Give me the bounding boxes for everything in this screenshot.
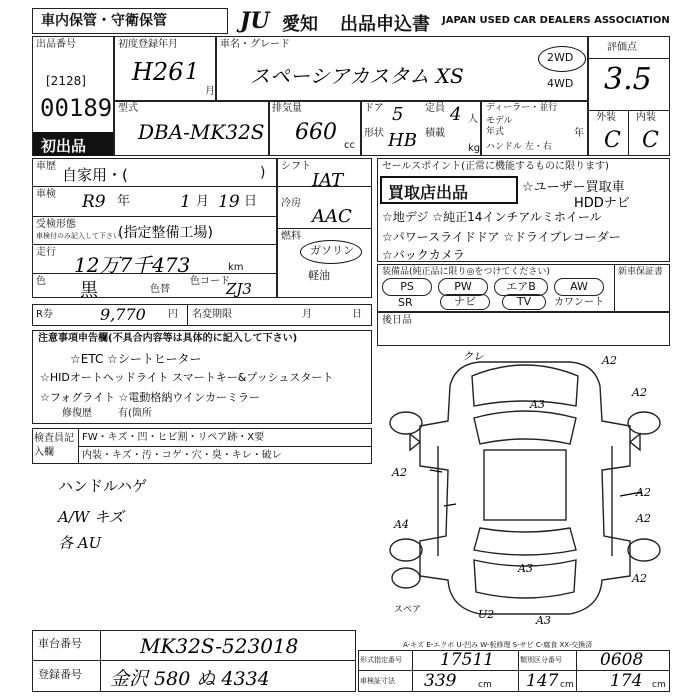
inspector-row-1: FW・キズ・凹・ヒビ割・リペア跡・X要: [82, 432, 265, 443]
receipt-note: 車検付のみ記入して下さい: [36, 232, 120, 240]
usage-close: ): [260, 165, 266, 181]
lot-number: 00189: [40, 94, 113, 122]
door-count: 5: [392, 104, 404, 125]
car-hood: [472, 365, 578, 406]
shift: IAT: [312, 170, 344, 191]
car-roof: [484, 450, 566, 520]
shift-label: シフト: [281, 161, 311, 172]
mark-rear-bumper-left: U2: [478, 608, 495, 621]
mark-front-left: クレ: [462, 350, 484, 363]
selling-point-4: ☆パワースライドドア ☆ドライブレコーダー: [382, 230, 621, 244]
inspection-day: 19: [218, 192, 240, 212]
displacement: 660: [295, 120, 337, 145]
grade-score: 3.5: [604, 62, 652, 97]
inspection-month-unit: 月: [196, 194, 210, 209]
mark-left-rear: A4: [394, 518, 409, 531]
exterior-grade: C: [604, 128, 621, 153]
year-unit: 年: [574, 128, 584, 139]
width-unit: cm: [560, 680, 574, 690]
inspection-year-unit: 年: [117, 194, 131, 209]
color-change-label: 色替: [150, 284, 170, 295]
color-code: ZJ3: [226, 280, 252, 298]
inspection-year: R9: [82, 192, 106, 212]
interior-label: 内装: [636, 112, 656, 123]
month-unit: 月: [205, 86, 215, 97]
load-unit: kg: [468, 143, 481, 154]
repair-label: 修復歴: [62, 408, 92, 419]
remark-line-2: ☆HIDオートヘッドライト スマートキー&プッシュスタート: [40, 371, 334, 384]
mark-rear-right-corner: A2: [632, 572, 647, 585]
equip-tv: TV: [502, 294, 546, 310]
plate-number: 金沢 580 ぬ 4334: [110, 668, 270, 690]
inspection-month: 1: [180, 192, 191, 212]
drive-4wd: 4WD: [547, 77, 574, 90]
spare-label: スペア: [394, 605, 422, 615]
mirror-right: [630, 434, 640, 450]
capacity: 4: [450, 104, 462, 125]
km-unit: km: [228, 262, 244, 273]
category-number: 0608: [600, 650, 644, 670]
interior-grade: C: [642, 128, 659, 153]
selling-points-label: セールスポイント(正常に機能するものに限ります): [382, 161, 609, 172]
remarks-label: 注意事項申告欄(不具合内容等は具体的に記入して下さい): [38, 333, 298, 344]
receipt-value: (指定整備工場): [118, 225, 213, 241]
fuel-value: ガソリン: [310, 244, 354, 257]
first-reg-era-year: H26: [132, 58, 184, 86]
remark-line-3: ☆フォグライト ☆電動格納ウインカーミラー: [40, 391, 261, 404]
inspection-label: 車検: [36, 189, 56, 200]
displacement-label: 排気量: [272, 103, 302, 114]
car-rear-glass: [474, 528, 576, 555]
color-code-label: 色コード: [190, 276, 230, 287]
dealer-label: ディーラー・並行: [486, 103, 558, 113]
car-damage-diagram: [380, 346, 670, 630]
mileage: 12万7千473: [74, 253, 191, 277]
shop-badge: 買取店出品: [380, 176, 518, 204]
mark-rear-bumper: A3: [536, 614, 551, 627]
first-reg-label: 初度登録年月: [118, 39, 178, 50]
vehicle-name: スペーシアカスタム XS: [250, 64, 464, 88]
category-label: 類別区分番号: [520, 656, 562, 664]
scratch-mark-3: [430, 470, 442, 472]
body-type: HB: [388, 130, 417, 151]
wheel-rear-left: [390, 539, 422, 561]
equip-aw: AW: [554, 278, 604, 296]
body-label: 形状: [364, 128, 384, 139]
equip-navi: ナビ: [440, 294, 490, 310]
length-label: 車検証寸法: [360, 677, 395, 685]
model-year-label: モデル年式: [486, 116, 513, 137]
damage-legend: A-キズ E-エクボ U-凹み W-板修理 S-サビ C-腐食 XX-交換済: [403, 641, 593, 649]
later-items-label: 後日品: [382, 315, 412, 326]
height-unit: cm: [652, 680, 666, 690]
chassis-label: 車台番号: [38, 637, 82, 650]
grade-label: 評価点: [607, 42, 637, 53]
lot-bracket-number: [2128]: [46, 74, 86, 88]
color-label: 色: [36, 276, 46, 287]
exterior-label: 外装: [596, 112, 616, 123]
selling-point-2: HDDナビ: [574, 196, 630, 211]
mark-front-right: A2: [602, 354, 617, 367]
wheel-rear-right: [628, 539, 660, 561]
length: 339: [424, 671, 457, 691]
receipt-label: 受検形態: [36, 219, 76, 230]
mark-rear: A3: [518, 562, 533, 575]
spec-number: 17511: [440, 650, 495, 670]
mileage-label: 走行: [36, 247, 56, 258]
scratch-mark-2: [444, 504, 456, 506]
form-title: 出品申込書: [340, 14, 430, 35]
inspector-note-2: A/W キズ: [58, 508, 124, 526]
selling-point-5: ☆バックカメラ: [382, 248, 465, 262]
name-change-day: 日: [352, 309, 362, 320]
load-label: 積載: [425, 128, 445, 139]
selling-point-3: ☆地デジ ☆純正14インチアルミホイール: [382, 210, 602, 224]
mark-hood: A3: [530, 398, 545, 411]
inspection-day-unit: 日: [244, 194, 258, 209]
spec-label: 形式指定番号: [360, 656, 402, 664]
region-name: 愛知: [282, 14, 318, 35]
model-code: DBA-MK32S: [138, 120, 265, 144]
ju-logo: JU: [240, 8, 270, 34]
inspector-note-3: 各 AU: [58, 534, 102, 552]
storage-tag: 車内保管・守衛保管: [32, 8, 228, 34]
vehicle-name-label: 車名・グレード: [220, 39, 290, 50]
recycle-unit: 円: [168, 309, 178, 320]
capacity-label: 定員: [425, 103, 445, 114]
new-car-label: 新車保証書: [618, 267, 664, 277]
mark-left-door: A2: [392, 466, 407, 479]
capacity-unit: 人: [468, 114, 478, 125]
usage-value: 自家用・(: [62, 166, 128, 184]
first-listing-badge: 初出品: [33, 132, 113, 156]
color-value: 黒: [80, 280, 98, 301]
lot-label: 出品番号: [36, 39, 76, 50]
door-label: ドア: [364, 103, 384, 114]
repair-value: 有(箇所: [118, 408, 152, 419]
plate-label: 登録番号: [38, 668, 82, 681]
inspector-note-1: ハンドルハゲ: [58, 477, 147, 495]
association-name: JAPAN USED CAR DEALERS ASSOCIATION: [442, 15, 670, 26]
mark-right-door: A2: [636, 486, 651, 499]
equip-sr: SR: [398, 296, 413, 309]
mark-right-rear: A2: [636, 512, 651, 525]
chassis-number: MK32S-523018: [140, 634, 299, 658]
name-change-month: 月: [302, 309, 312, 320]
spare-wheel: [392, 568, 420, 588]
name-change-label: 名変期限: [192, 309, 232, 320]
recycle-label: R券: [36, 309, 53, 320]
car-body-outline: [420, 362, 630, 614]
length-unit: cm: [478, 680, 492, 690]
equip-counter: カワンート: [554, 297, 604, 308]
cc-unit: cc: [344, 140, 355, 151]
later-items-box: [377, 312, 670, 346]
equip-ps: PS: [382, 278, 432, 296]
car-windshield: [474, 411, 576, 444]
height: 174: [610, 671, 643, 691]
wheel-front-left: [390, 412, 422, 434]
usage-label: 車歴: [36, 161, 56, 172]
inspector-row-2: 内装・キズ・汚・コゲ・穴・臭・キレ・破レ: [82, 450, 282, 461]
fuel-alt: 軽油: [308, 269, 330, 282]
mirror-left: [410, 434, 420, 450]
recycle-amount: 9,770: [100, 305, 146, 324]
equip-pw: PW: [438, 278, 488, 296]
width: 147: [526, 671, 559, 691]
first-reg-month: 1: [185, 60, 199, 85]
wheel-front-right: [628, 412, 660, 434]
selling-point-1: ☆ユーザー買取車: [522, 180, 625, 195]
remark-line-1: ☆ETC ☆シートヒーター: [70, 352, 202, 366]
ac-label: 冷房: [281, 198, 301, 209]
mark-fender-right: A2: [632, 386, 647, 399]
equipment-label: 装備品(純正品に限り◎をつけてください): [382, 267, 550, 277]
inspector-label: 検査員記入欄: [34, 433, 74, 458]
ac: AAC: [312, 206, 352, 227]
fuel-label: 燃料: [281, 231, 301, 242]
handle-label: ハンドル 左・右: [486, 142, 552, 152]
drive-2wd: 2WD: [547, 51, 574, 64]
model-label: 型式: [118, 103, 138, 114]
equip-airbag: エアB: [494, 278, 548, 296]
